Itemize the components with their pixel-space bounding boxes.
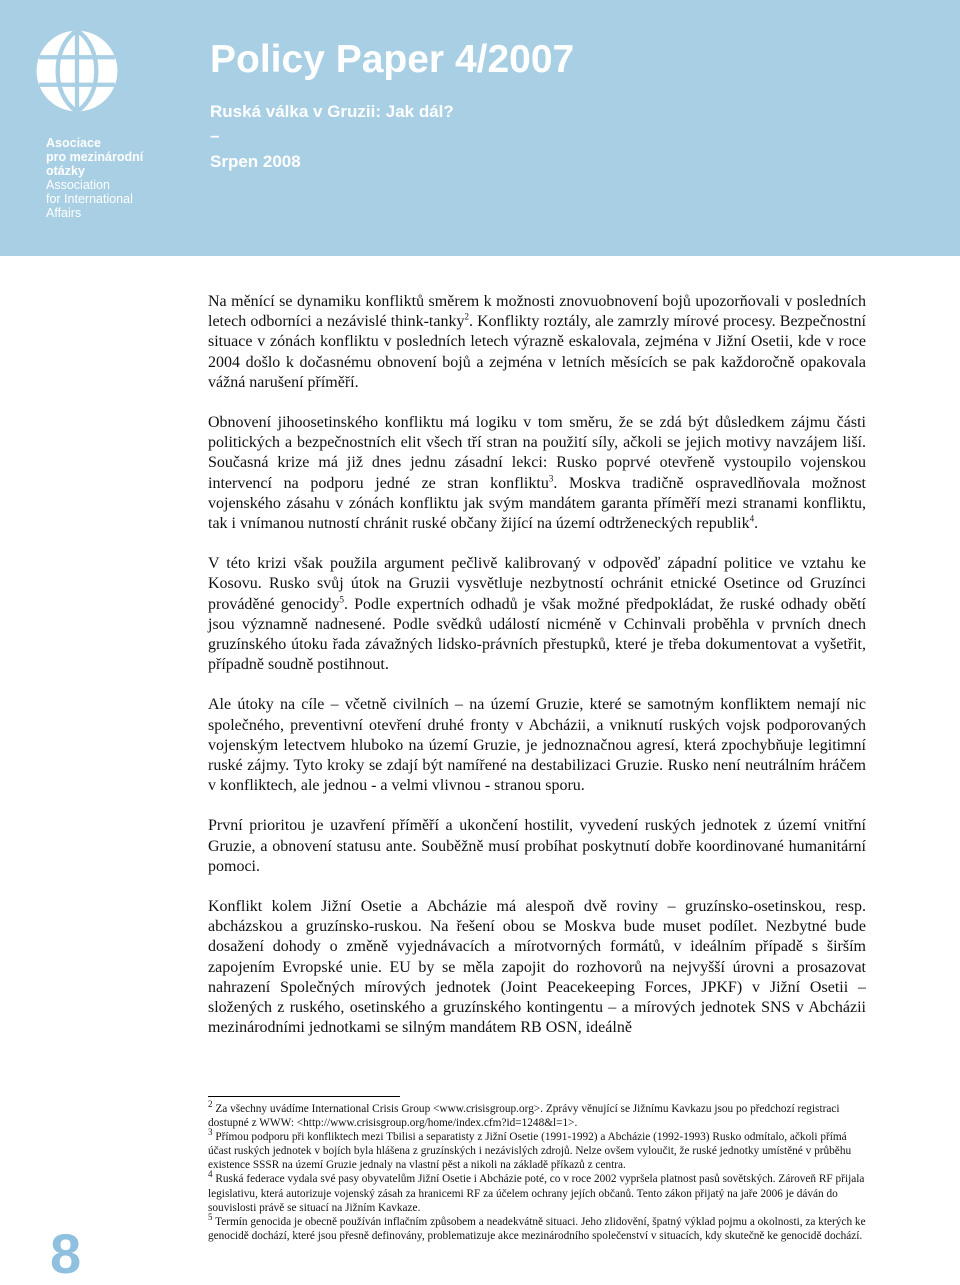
paragraph-3 [208,554,866,675]
footnote-separator [208,1096,400,1097]
org-name-en-1: Association [46,178,110,192]
paragraph-1 [208,292,866,393]
paragraph-text: . [754,515,759,533]
organization-names [46,136,143,220]
footnote-number: 5 [208,1211,213,1222]
subtitle-dash: – [210,126,220,145]
org-name-en-3: Affairs [46,206,82,220]
paragraph-text: Ale útoky na cíle – včetně civilních – na území Gruzie, které se samotným konfliktem nemají nic společného, preventivní otevření druhé fronty v Abcházii, a vniknutí ruských vojsk podporovaných vojenským letectvem hluboko na území Gruzie, je jednoznačnou agresí, která zpochybňuje legitimní ruské zájmy. Tyto kroky se zdají být namířené na destabilizaci Gruzie. Rusko není neutrálním hráčem v konfliktech, ale jednou - a velmi vlivnou - stranou sporu. [208,696,866,795]
paragraph-text: . Podle expertních odhadů je však možné předpokládat, že ruské odhady obětí jsou významně nadnesené. Podle svědků událostí nicméně v Cchinvali proběhla v prvních dnech gruzínského útoku řada závažných lidsko-právních přestupků, které je třeba dokumentovat a vyšetřit, případně soudně postihnout. [208,595,867,674]
footnote-number: 3 [208,1127,213,1138]
paragraph-text: V této krizi však použila argument pečlivě kalibrovaný v odpověď západní politice ve vztahu ke Kosovu. Rusko svůj útok na Gruzii vysvětluje nezbytností ochránit etnické Osetince od Gruzínci prováděné genocidy [208,555,866,613]
globe-logo-icon [34,28,120,114]
footnote-ref: 3 [548,473,554,484]
paragraph-6 [208,897,866,1038]
org-name-cz-2: pro mezinárodní [46,150,144,164]
footnote-3 [208,1127,866,1172]
paragraph-2 [208,413,866,534]
footnote-text: Termín genocida je obecně používán inflačním způsobem a neadekvátně situaci. Jeho zlidovění, špatný výklad pojmu a okolnosti, za kterých ke genocidě dochází, které jsou přesně definovány, problematizuje akce mezinárodního společenství v situacích, kdy skutečně ke genocidě dochází. [208,1215,866,1242]
footnote-ref: 4 [749,513,755,524]
page-title: Policy Paper 4/2007 [210,38,575,81]
publication-date: Srpen 2008 [210,152,301,171]
footnote-ref: 5 [339,594,344,605]
footnote-text: Ruská federace vydala své pasy obyvatelům Jižní Osetie i Abcházie poté, co v roce 2002 vypršela platnost pasů sovětských. Zároveň RF přijala legislativu, která autorizuje vojenský zásah za hranicemi RF za účelem ochrany jejích občanů. Tento zákon přijatý na jaře 2006 je dáván do souvislosti právě se situací na Jižním Kavkaze. [208,1173,865,1214]
paragraph-text: Obnovení jihoosetinského konfliktu má logiku v tom směru, že se zdá být důsledkem zájmu části politických a bezpečnostních elit všech tří stran na použití síly, ačkoli se jejich motivy navzájem liší. Současná krize má již dnes jednu zásadní lekci: Rusko poprvé otevřeně vystoupilo vojenskou intervencí na podporu jedné ze stran konfliktu [208,414,866,492]
page-subtitle: Ruská válka v Gruzii: Jak dál? [210,102,454,121]
footnote-number: 2 [208,1099,213,1110]
paragraph-text: Na měnící se dynamiku konfliktů směrem k možnosti znovuobnovení bojů upozorňovali v posledních letech odborníci a nezávislé think-tanky [208,293,866,331]
footnote-5 [208,1211,866,1243]
footnote-number: 4 [208,1169,213,1180]
body-text [208,292,866,1059]
page-number: 8 [50,1222,82,1285]
paragraph-text: Konflikt kolem Jižní Osetie a Abcházie má alespoň dvě roviny – gruzínsko-osetinskou, resp. abcházskou a gruzínsko-ruskou. Na řešení obou se Moskva bude muset podílet. Nezbytné bude dosažení dohody o změně vyjednávacích a mírotvorných formátů, v ideálním případě s širším zapojením Evropské unie. EU by se měla zapojit do rozhovorů na nejvyšší úrovni a prosazovat nahrazení Společných mírových jednotek (Joint Peacekeeping Forces, JPKF) v Jižní Osetii – složených z ruského, osetinského a gruzínského kontingentu – a mírových jednotek SNS v Abcházii mezinárodními jednotkami se silným mandátem RB OSN, ideálně [208,898,866,1037]
footnote-2 [208,1099,866,1130]
org-name-cz-1: Asociace [46,136,101,150]
org-name-en-2: for International [46,192,133,206]
paragraph-5 [208,816,866,877]
page-header [0,0,960,256]
paragraph-4 [208,695,866,796]
paragraph-text: . Moskva tradičně ospravedlňovala možnost vojenského zásahu v zónách konfliktu jak svým mandátem garanta příměří mezi stranami konfliktu, tak i vnímanou nutností chránit ruské občany žijící na území odtrženeckých republik [208,474,866,533]
org-name-cz-3: otázky [46,164,85,178]
footnote-ref: 2 [464,311,469,322]
footnote-text: Za všechny uvádíme International Crisis Group <www.crisisgroup.org>. Zprávy věnující se Jižnímu Kavkazu jsou po předchozí registraci dostupné z WWW: <http://www.crisisgroup.org/home/index.cfm?id=1248&l=1>. [208,1103,840,1130]
paragraph-text: První prioritou je uzavření příměří a ukončení hostilit, vyvedení ruských jednotek z území vnitřní Gruzie, a obnovení statusu ante. Souběžně musí probíhat poskytnutí dobře koordinované humanitární pomoci. [208,817,866,875]
footnote-text: Přímou podporu při konfliktech mezi Tbilisi a separatisty z Jižní Osetie (1991-1992) a Abcházie (1992-1993) Rusko odmítalo, ačkoli přímá účast ruských jednotek v bojích byla hlášena z gruzínských i nezávislých zdrojů. Nelze ovšem vyloučit, že ruské jednotky umístěné v průběhu existence SSSR na území Gruzie jednaly na vlastní pěst a nikoli na základě příkazů z centra. [208,1131,852,1172]
footnotes [208,1099,866,1243]
footnote-4 [208,1169,866,1214]
paragraph-text: . Konflikty roztály, ale zamrzly mírové procesy. Bezpečnostní situace v zónách konfliktu v posledních letech výrazně eskalovala, zejména v Jižní Osetii, kde v roce 2004 došlo k dočasnému obnovení bojů a zejména v letních měsících se pak každoročně opakovala vážná narušení příměří. [208,313,866,391]
